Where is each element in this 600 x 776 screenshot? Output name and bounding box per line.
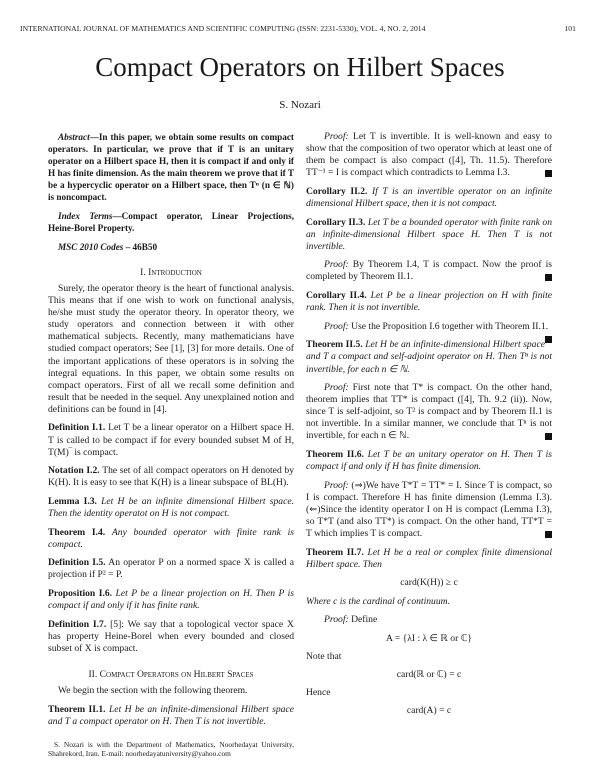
abstract-block <box>48 210 294 234</box>
proof-block <box>306 480 552 540</box>
author: S. Nozari <box>279 99 321 111</box>
theorem-label: Definition I.7. <box>48 618 107 630</box>
abstract-text: – 46B50 <box>123 241 158 252</box>
theorem-text: Let P be a linear projection on H. Then P is compact if and only if it has finite rank. <box>48 588 294 612</box>
abstract-lead: Index Terms <box>58 211 113 222</box>
theorem-text: Where c is the cardinal of continuum. <box>306 595 450 607</box>
qed-icon <box>545 336 552 343</box>
proof-block <box>306 614 552 626</box>
proof-block <box>306 259 552 283</box>
proof-block <box>306 321 552 333</box>
theorem-block <box>48 527 294 551</box>
proof-text: Use the Proposition I.6 together with Theorem II.1. <box>351 320 549 332</box>
equation: card(ℝ or ℂ) = c <box>396 668 462 680</box>
theorem-block <box>306 290 552 314</box>
abstract-text: —Compact operator, Linear Projections, Heine-Borel Property. <box>48 211 294 234</box>
proof-label: Proof: <box>324 382 349 394</box>
theorem-text: Any bounded operator with finite rank is compact. <box>48 526 295 550</box>
theorem-label: Corollary II.4. <box>306 290 367 302</box>
proof-label: Proof: <box>324 614 349 626</box>
paragraph: Surely, the operator theory is the heart of functional analysis. This means that if one wish to work on functional analysis, he/she must study the operator theory. In operator theory, we study operators and connection between it with other mathematical subjects. Recently, many mathematicians have studied compact operators; See [1], [3] for more details. One of the important applications of these operators is in solving the integral equations. In this paper, we obtain some results on compact operators. First of all we recall some definition and result that be needed in the sequel. Any unexplained notion and definitions can be found in [4]. <box>48 282 294 415</box>
theorem-text: Let H be an infinite-dimensional Hilbert space and T a compact operator on H. Then T is not invertible. <box>48 703 294 727</box>
theorem-label: Notation I.2. <box>48 465 100 477</box>
theorem-block <box>48 422 294 458</box>
theorem-text: Let H be an infinite-dimensional Hilbert space and T a compact and self-adjoint operator on H. Then Tⁿ is not invertible, for each n ∈ ℕ. <box>306 339 552 375</box>
right-column <box>306 131 552 723</box>
theorem-label: Theorem II.5. <box>306 339 363 351</box>
theorem-label: Theorem II.6. <box>306 449 364 461</box>
theorem-text: The set of all compact operators on H denoted by K(H). It is easy to see that K(H) is a linear subspace of BL(H). <box>48 465 294 489</box>
page-number: 101 <box>564 24 576 33</box>
abstract-block <box>48 131 294 204</box>
abstract-lead: Abstract <box>58 132 90 142</box>
theorem-text: If T is an invertible operator on an infinite dimensional Hilbert space, then it is not compact. <box>306 185 553 209</box>
proof-block <box>306 382 552 442</box>
proof-block <box>306 131 552 179</box>
theorem-label: Proposition I.6. <box>48 588 113 599</box>
paper-title: Compact Operators on Hilbert Spaces <box>95 52 505 82</box>
theorem-label: Corollary II.3. <box>306 216 366 228</box>
abstract-lead: MSC 2010 Codes <box>58 241 124 252</box>
theorem-block <box>306 339 552 375</box>
theorem-label: Definition I.5. <box>48 557 106 569</box>
paragraph: We begin the section with the following theorem. <box>58 685 248 697</box>
theorem-block <box>48 557 294 581</box>
section-heading: I. Introduction <box>140 266 202 278</box>
theorem-text: Let H be an infinite dimensional Hilbert space. Then the identity operatot on H is not compact. <box>48 495 294 520</box>
abstract-block <box>48 241 294 253</box>
proof-text: First note that T* is compact. On the other hand, theorem implies that TT* is compact ([4], Th. 9.2 (ii)). Now, since T is self-adjoint, so T² is compact and by Theorem II.1 is not invertible. In a similar manner, we conclude that Tⁿ is not invertible, for each n ∈ ℕ. <box>306 382 552 442</box>
theorem-label: Theorem II.1. <box>48 703 106 715</box>
theorem-text: An operator P on a normed space X is called a projection if P² = P. <box>48 557 294 581</box>
proof-label: Proof: <box>324 320 349 332</box>
theorem-text: Let P be a linear projection on H with finite rank. Then it is not invertible. <box>306 290 552 314</box>
proof-label: Proof: <box>324 131 349 142</box>
theorem-text: Let H be a real or complex finite dimensional Hilbert space. Then <box>306 546 552 570</box>
theorem-block <box>306 547 552 571</box>
qed-icon <box>545 433 552 440</box>
theorem-label: Corollary II.2. <box>306 185 368 197</box>
proof-text: Let T is invertible. It is well-known and easy to show that the composition of two operator which at least one of them be compact is also compact ([4], Th. 11.5). Therefore TT⁻¹ = I is compact which contradicts to Lemma I.3. <box>306 131 552 179</box>
theorem-block <box>306 217 552 253</box>
theorem-block <box>48 588 294 612</box>
theorem-text: Let T be an unitary operator on H. Then T is compact if and only if H has finite dimension. <box>306 449 552 473</box>
abstract-text: —In this paper, we obtain some results on compact operators. In particular, we prove that if T is an unitary operator on a Hilbert space H, then it is compact if and only if H has finite dimension. As the main theorem we prove that if T be a hypercyclic operator on a Hilbert space, then Tⁿ (n ∈ ℕ) is noncompact. <box>48 132 294 203</box>
proof-text: By Theorem I.4, T is compact. Now the proof is completed by Theorem II.1. <box>306 259 552 283</box>
section-heading: II. Compact Operators on Hilbert Spaces <box>88 668 254 680</box>
footnote: S. Nozari is with the Department of Mathematics, Noorhedayat University, Shahrekord, Iran. E-mail: noorhedayatuniversity@yahoo.com <box>48 739 294 758</box>
proof-label: Proof: <box>324 259 349 271</box>
proof-label: Proof: <box>324 479 349 491</box>
paragraph: Note that <box>306 650 342 662</box>
theorem-text: [5]: We say that a topological vector space X has property Heine-Borel when every bounded and closed subset of X is compact. <box>48 618 294 654</box>
theorem-block <box>306 449 552 473</box>
running-header <box>20 24 576 33</box>
equation: card(A) = c <box>406 705 452 717</box>
qed-icon <box>545 170 552 177</box>
theorem-block <box>48 704 294 728</box>
qed-icon <box>545 274 552 281</box>
equation: A = {λI : λ ∈ ℝ or ℂ} <box>385 632 472 644</box>
theorem-label: Lemma I.3. <box>48 495 97 507</box>
left-column <box>48 131 294 758</box>
proof-text: (⇒)We have T*T = TT* = I. Since T is compact, so I is compact. Therefore H has finite dimension (Lemma I.3). (⇐)Since the identity operator I on H is compact (Lemma I.3), so T*T (and also TT*) is compact. On the other hand, TT*T = T which implies T is compact. <box>306 479 552 540</box>
equation: card(K(H)) ≥ c <box>400 577 458 589</box>
theorem-label: Theorem I.4. <box>48 526 106 538</box>
paragraph: Hence <box>306 686 331 698</box>
theorem-block <box>306 186 552 210</box>
theorem-block <box>48 619 294 655</box>
theorem-block <box>48 496 294 520</box>
theorem-text: Let T be a linear operator on a Hilbert space H. T is called to be compact if for every bounded subset M of H, T(M)‾ is compact. <box>48 422 294 458</box>
theorem-label: Definition I.1. <box>48 422 106 434</box>
theorem-block <box>48 465 294 489</box>
theorem-text: Let T be a bounded operator with finite rank on an infinite-dimensional Hilbert space H. Then T is not invertible. <box>306 216 552 252</box>
proof-text: Define <box>351 614 378 626</box>
journal-header: INTERNATIONAL JOURNAL OF MATHEMATICS AND SCIENTIFIC COMPUTING (ISSN: 2231-5330), VOL. 4, NO. 2, 2014 <box>20 24 426 33</box>
qed-icon <box>545 531 552 538</box>
theorem-label: Theorem II.7. <box>306 546 364 558</box>
